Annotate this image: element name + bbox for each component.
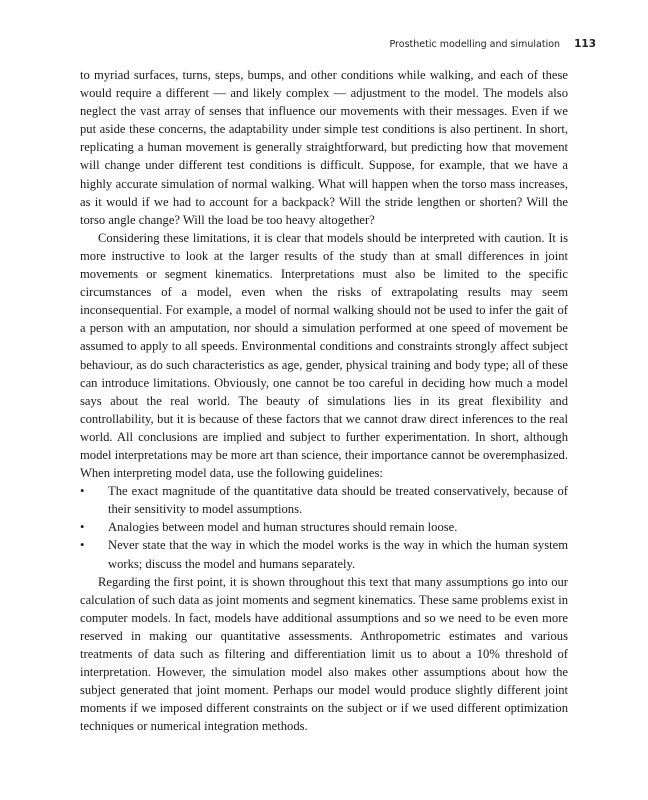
guidelines-list — [80, 482, 568, 572]
page-body — [80, 66, 568, 735]
list-item-text: Never state that the way in which the model works is the way in which the human system works; discuss the model and humans separately. — [108, 538, 568, 571]
bullet-marker: • — [80, 520, 85, 535]
bullet-marker: • — [80, 538, 85, 553]
page-number: 113 — [574, 38, 596, 50]
list-item — [80, 536, 568, 572]
paragraph-3: Regarding the first point, it is shown throughout this text that many assumptions go into our calculation of such data as joint moments and segment kinematics. These same problems exist in computer models. In fact, models have additional assumptions and so we need to be even more reserved in making our quantitative assessments. Anthropometric estimates and various treatments of data such as filtering and differentiation limit us to about a 10% threshold of interpretation. However, the simulation model also makes other assumptions about how the subject generated that joint moment. Perhaps our model would produce slightly different joint moments if we imposed different constraints on the subject or if we used different optimization techniques or numerical integration methods. — [80, 574, 568, 734]
running-header — [390, 38, 597, 50]
list-item — [80, 482, 568, 518]
paragraph-2: Considering these limitations, it is clear that models should be interpreted with caution. It is more instructive to look at the larger results of the study than at small differences in joint movements or segment kinematics. Interpretations must also be limited to the specific circumstances of a model, even when the risks of extrapolating results may seem inconsequential. For example, a model of normal walking should not be used to infer the gait of a person with an amputation, nor should a simulation performed at one speed of movement be assumed to apply to all speeds. Environmental conditions and constraints strongly affect subject behaviour, as do such characteristics as age, gender, physical training and body type; all of these can introduce limitations. Obviously, one cannot be too careful in deciding how much a model says about the real world. The beauty of simulations lies in its great flexibility and controllability, but it is because of these factors that we cannot draw direct inferences to the real world. All conclusions are implied and subject to further experimentation. In short, although model interpretations may be more art than science, their importance cannot be overemphasized. When interpreting model data, use the following guidelines: — [80, 230, 568, 481]
bullet-marker: • — [80, 484, 85, 499]
list-item-text: Analogies between model and human structures should remain loose. — [108, 520, 458, 535]
list-item — [80, 518, 568, 536]
paragraph-1: to myriad surfaces, turns, steps, bumps, and other conditions while walking, and each of these would require a different — and likely complex — adjustment to the model. The models also neglect the vast array of senses that influence our movements with their messages. Even if we put aside these concerns, the adaptability under simple test conditions is also pertinent. In short, replicating a human movement is generally straightforward, but predicting how that movement will change under different test conditions is difficult. Suppose, for example, that we have a highly accurate simulation of normal walking. What will happen when the torso mass increases, as it would if we had to account for a backpack? Will the stride lengthen or shorten? Will the torso angle change? Will the load be too heavy altogether? — [80, 68, 568, 227]
running-title: Prosthetic modelling and simulation — [389, 39, 561, 50]
list-item-text: The exact magnitude of the quantitative data should be treated conservatively, because of their sensitivity to model assumptions. — [108, 484, 568, 517]
